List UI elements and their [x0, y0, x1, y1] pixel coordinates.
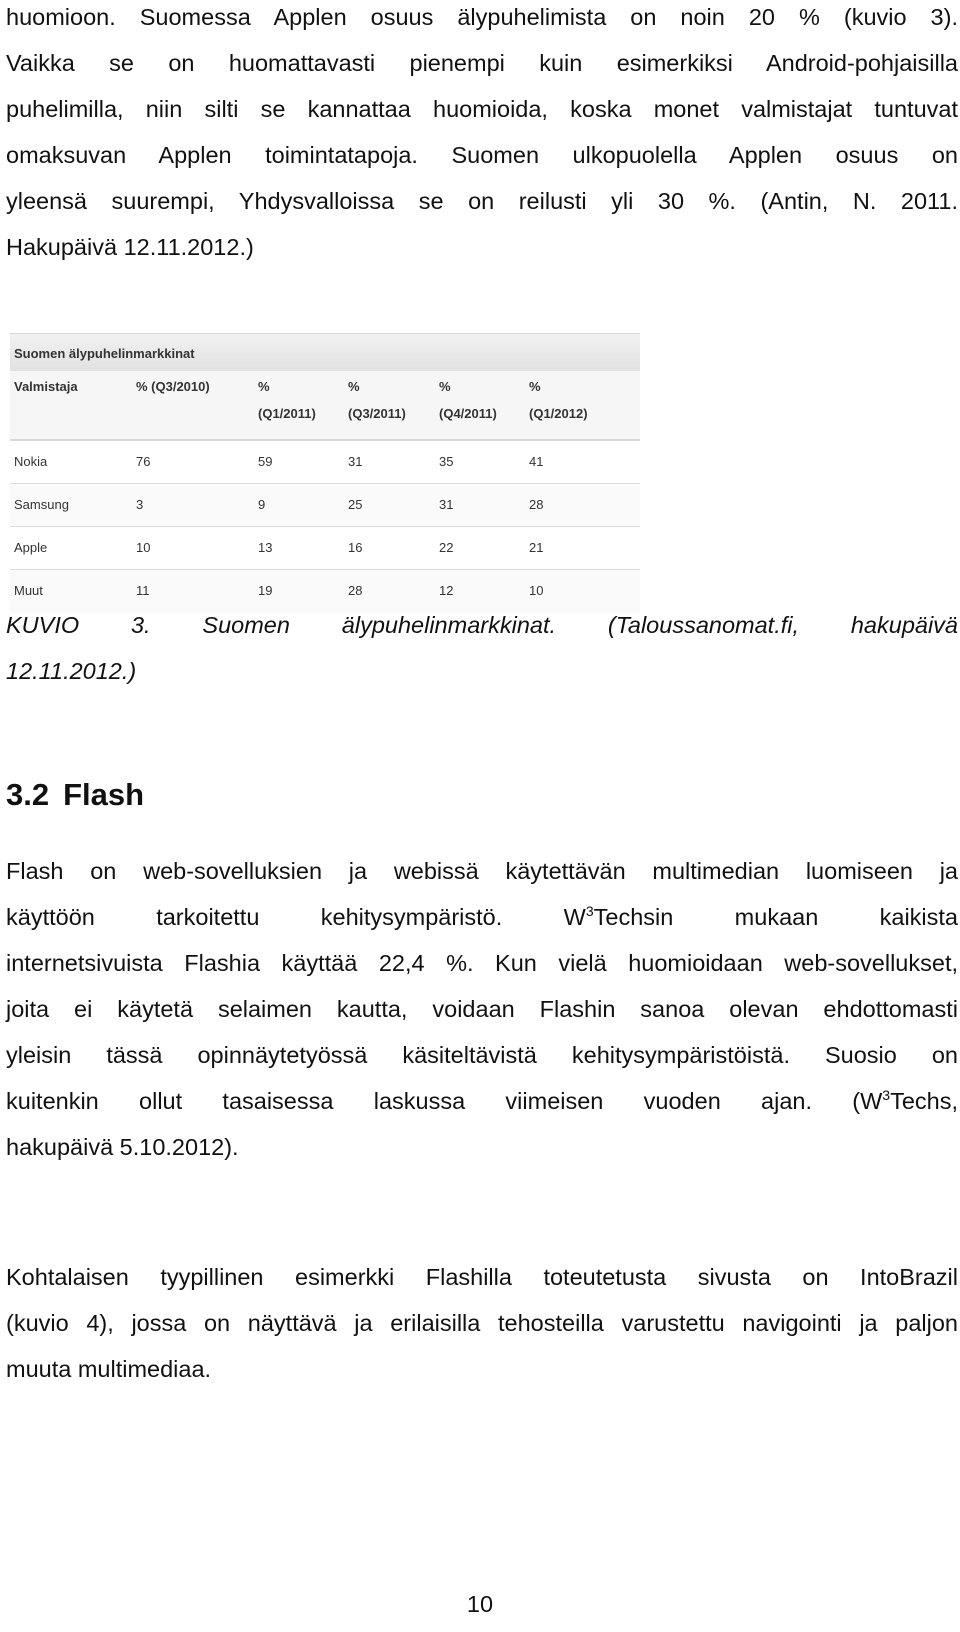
- column-header-q1-2011-sub: (Q1/2011): [258, 406, 316, 421]
- table-cell: 10: [136, 540, 151, 555]
- table-cell: 41: [529, 454, 544, 469]
- intro-line: Hakupäivä 12.11.2012.): [6, 234, 254, 260]
- column-header-maker: Valmistaja: [14, 379, 78, 394]
- intro-line: huomioon. Suomessa Applen osuus älypuhelimista on noin 20 % (kuvio 3).: [6, 4, 958, 30]
- table-cell: Samsung: [14, 497, 69, 512]
- table-header: [10, 371, 640, 441]
- superscript: 3: [882, 1087, 891, 1103]
- intro-line: Vaikka se on huomattavasti pienempi kuin esimerkiksi Android-pohjaisilla: [6, 50, 958, 76]
- table-cell: 3: [136, 497, 144, 512]
- flash-line: internetsivuista Flashia käyttää 22,4 %. Kun vielä huomioidaan web-sovellukset,: [6, 950, 958, 976]
- table-row: [10, 484, 640, 527]
- column-header-q4-2011-sub: (Q4/2011): [439, 406, 497, 421]
- table-cell: 28: [348, 583, 363, 598]
- table-cell: 25: [348, 497, 363, 512]
- table-cell: 59: [258, 454, 273, 469]
- table-cell: Muut: [14, 583, 43, 598]
- flash-line: [6, 1078, 958, 1124]
- table-row: [10, 441, 640, 484]
- table-cell: 31: [439, 497, 454, 512]
- section-heading: [6, 777, 144, 813]
- page-number: 10: [466, 1591, 494, 1617]
- text-fragment: käyttöön tarkoitettu kehitysympäristö. W: [6, 904, 586, 930]
- table-cell: 13: [258, 540, 273, 555]
- column-header-q1-2012: %: [529, 379, 541, 394]
- market-share-table-figure: [10, 333, 640, 610]
- table-cell: 22: [439, 540, 454, 555]
- text-fragment: Techs,: [890, 1088, 958, 1114]
- table-cell: Nokia: [14, 454, 48, 469]
- example-line: Kohtalaisen tyypillinen esimerkki Flashilla toteutetusta sivusta on IntoBrazil: [6, 1264, 958, 1290]
- flash-line: [6, 894, 958, 940]
- flash-paragraph: [6, 848, 958, 1170]
- table-cell: 16: [348, 540, 363, 555]
- column-header-q3-2010: % (Q3/2010): [136, 379, 210, 394]
- column-header-q3-2011: %: [348, 379, 360, 394]
- intro-line: omaksuvan Applen toimintatapoja. Suomen ulkopuolella Applen osuus on: [6, 142, 958, 168]
- table-cell: 10: [529, 583, 544, 598]
- caption-line: 12.11.2012.): [6, 658, 137, 684]
- table-cell: 19: [258, 583, 273, 598]
- superscript: 3: [585, 903, 594, 919]
- column-header-q1-2012-sub: (Q1/2012): [529, 406, 588, 421]
- table-cell: 31: [348, 454, 363, 469]
- table-cell: 35: [439, 454, 454, 469]
- section-title: Flash: [63, 777, 145, 812]
- flash-line: yleisin tässä opinnäytetyössä käsiteltävistä kehitysympäristöistä. Suosio on: [6, 1042, 958, 1068]
- table-row: [10, 527, 640, 570]
- table-cell: 9: [258, 497, 266, 512]
- table-cell: 76: [136, 454, 151, 469]
- intro-paragraph: [6, 0, 958, 270]
- text-fragment: Techsin mukaan kaikista: [593, 904, 958, 930]
- intro-line: yleensä suurempi, Yhdysvalloissa se on reilusti yli 30 %. (Antin, N. 2011.: [6, 188, 958, 214]
- table-cell: 12: [439, 583, 454, 598]
- table-cell: 21: [529, 540, 544, 555]
- text-fragment: kuitenkin ollut tasaisessa laskussa viimeisen vuoden ajan. (W: [6, 1088, 883, 1114]
- section-number: 3.2: [6, 777, 50, 812]
- flash-line: hakupäivä 5.10.2012).: [6, 1134, 239, 1160]
- table-cell: Apple: [14, 540, 48, 555]
- column-header-q3-2011-sub: (Q3/2011): [348, 406, 406, 421]
- flash-line: Flash on web-sovelluksien ja webissä käytettävän multimedian luomiseen ja: [6, 858, 958, 884]
- intro-line: puhelimilla, niin silti se kannattaa huomioida, koska monet valmistajat tuntuvat: [6, 96, 958, 122]
- example-line: muuta multimediaa.: [6, 1356, 212, 1382]
- example-paragraph: [6, 1254, 958, 1392]
- figure-title: Suomen älypuhelinmarkkinat: [10, 333, 640, 371]
- column-header-q4-2011: %: [439, 379, 451, 394]
- table-cell: 28: [529, 497, 544, 512]
- example-line: (kuvio 4), jossa on näyttävä ja erilaisilla tehosteilla varustettu navigointi ja paljon: [6, 1310, 958, 1336]
- flash-line: joita ei käytetä selaimen kautta, voidaan Flashin sanoa olevan ehdottomasti: [6, 996, 958, 1022]
- column-header-q1-2011: %: [258, 379, 270, 394]
- caption-line: KUVIO 3. Suomen älypuhelinmarkkinat. (Taloussanomat.fi, hakupäivä: [6, 612, 958, 638]
- table-cell: 11: [136, 583, 150, 598]
- figure-caption: [6, 602, 958, 694]
